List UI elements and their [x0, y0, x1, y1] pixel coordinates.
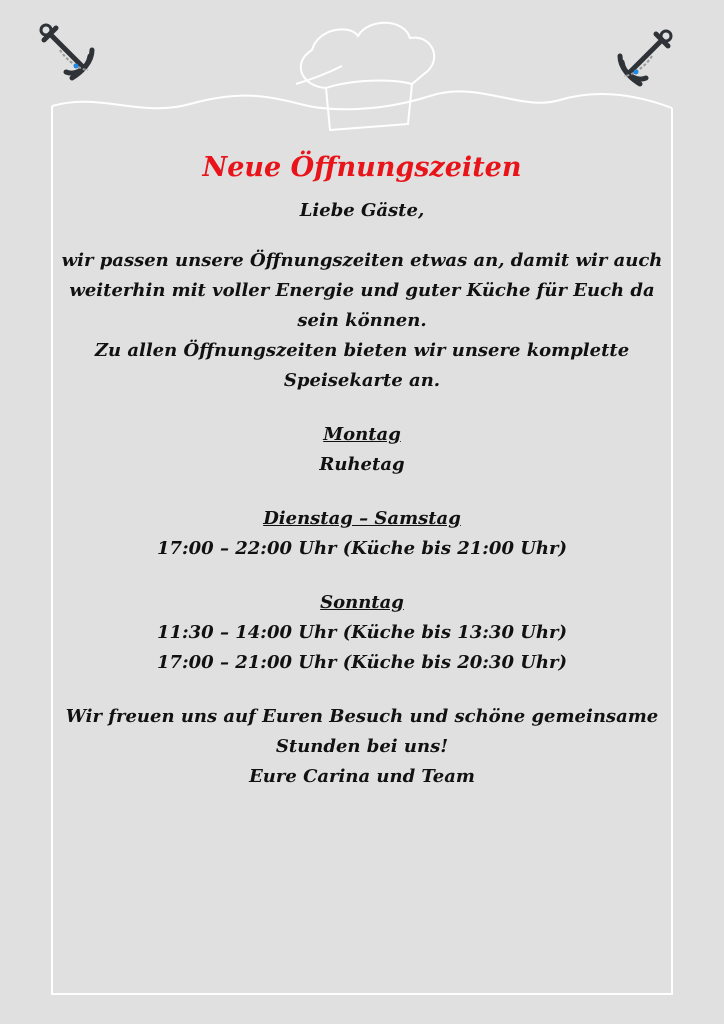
- spacer: [52, 678, 672, 702]
- intro-line: weiterhin mit voller Energie und guter Küche für Euch da: [69, 280, 655, 302]
- schedule-hours: 17:00 – 21:00 Uhr (Küche bis 20:30 Uhr): [156, 652, 568, 674]
- wavy-border: [52, 91, 672, 109]
- page-title: Neue Öffnungszeiten: [202, 152, 522, 183]
- anchor-icon: [36, 20, 98, 82]
- schedule-hours: Ruhetag: [319, 454, 405, 476]
- menu-note-line: Speisekarte an.: [283, 370, 441, 392]
- schedule-day-heading: Sonntag: [320, 592, 404, 614]
- intro-line: wir passen unsere Öffnungszeiten etwas an, damit wir auch: [61, 250, 663, 272]
- schedule-hours: 17:00 – 22:00 Uhr (Küche bis 21:00 Uhr): [156, 538, 568, 560]
- announcement-content: [52, 152, 672, 792]
- signature: Eure Carina und Team: [249, 766, 475, 788]
- chef-hat-icon: [296, 23, 434, 130]
- schedule-hours: 11:30 – 14:00 Uhr (Küche bis 13:30 Uhr): [156, 622, 568, 644]
- menu-note-line: Zu allen Öffnungszeiten bieten wir unsere komplette: [94, 340, 630, 362]
- schedule-day-heading: Dienstag – Samstag: [263, 508, 461, 530]
- spacer: [52, 226, 672, 246]
- closing-line: Wir freuen uns auf Euren Besuch und schöne gemeinsame: [65, 706, 659, 728]
- spacer: [52, 480, 672, 504]
- closing-line: Stunden bei uns!: [275, 736, 449, 758]
- schedule-day-heading: Montag: [323, 424, 401, 446]
- greeting: Liebe Gäste,: [299, 200, 425, 222]
- anchor-icon: [614, 26, 676, 88]
- spacer: [52, 396, 672, 420]
- intro-line: sein können.: [297, 310, 427, 332]
- spacer: [52, 564, 672, 588]
